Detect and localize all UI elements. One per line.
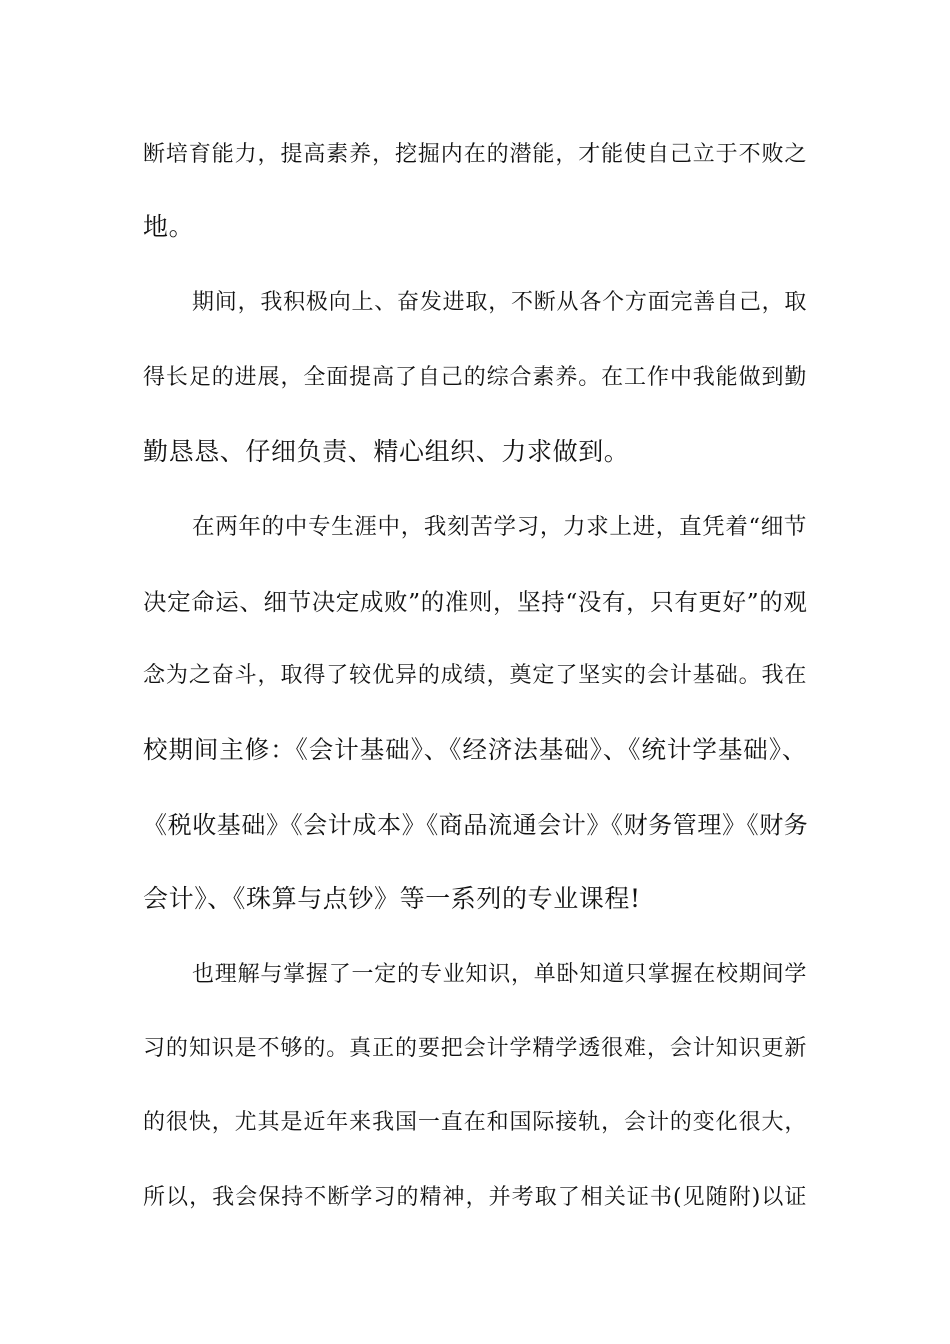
text-line: 习的知识是不够的。真正的要把会计学精学透很难，会计知识更新 [143,1036,807,1061]
text-line: 得长足的进展，全面提高了自己的综合素养。在工作中我能做到勤 [143,365,807,390]
text-line: 期间，我积极向上、奋发进取，不断从各个方面完善自己，取 [192,290,807,315]
text-line: 《税收基础》《会计成本》《商品流通会计》《财务管理》《财务 [143,811,809,839]
text-line: 地。 [143,212,195,241]
text-line: 勤恳恳、仔细负责、精心组织、力求做到。 [143,437,630,466]
text-line: 断培育能力，提高素养，挖掘内在的潜能，才能使自己立于不败之 [143,142,807,167]
text-line: 也理解与掌握了一定的专业知识，单卧知道只掌握在校期间学 [192,962,807,987]
text-line: 在两年的中专生涯中，我刻苦学习，力求上进，直凭着“细节 [192,514,807,540]
text-line: 校期间主修：《会计基础》、《经济法基础》、《统计学基础》、 [143,735,807,764]
text-line: 念为之奋斗，取得了较优异的成绩，奠定了坚实的会计基础。我在 [143,663,807,688]
text-line: 决定命运、细节决定成败”的准则，坚持“没有，只有更好”的观 [143,588,808,616]
text-line: 会计》、《珠算与点钞》等一系列的专业课程! [143,884,641,913]
text-line: 的很快，尤其是近年来我国一直在和国际接轨，会计的变化很大， [143,1110,807,1135]
text-line: 所以，我会保持不断学习的精神，并考取了相关证书(见随附)以证 [143,1185,807,1210]
